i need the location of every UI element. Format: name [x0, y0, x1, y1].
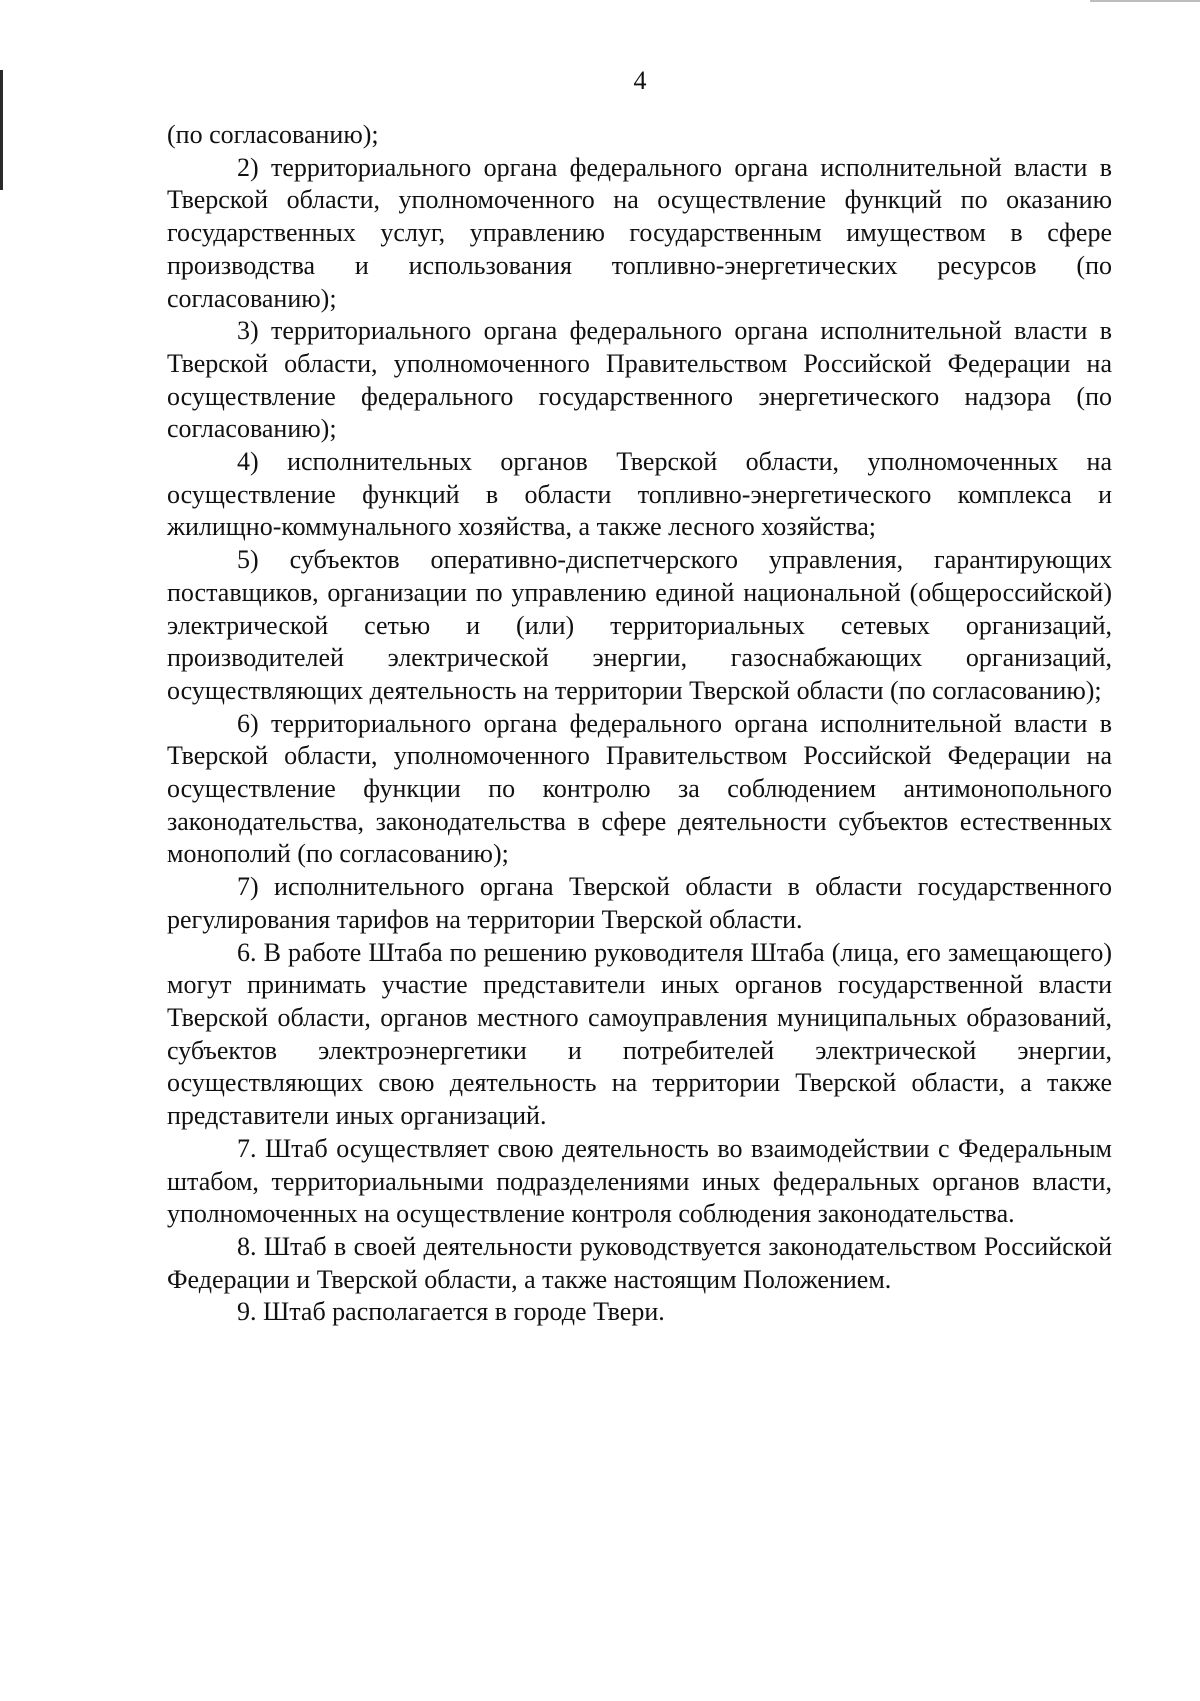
section-9: 9. Штаб располагается в городе Твери.	[237, 1297, 665, 1327]
list-item-5: 5) субъектов оперативно-диспетчерского управления, гарантирующих поставщиков, организации по управлению единой национальной (общероссийской) электрической сетью и (или) территориальных сетевых организаций, производителей электрической энергии, газоснабжающих организаций, осуществляющих деятельность на территории Тверской области (по согласованию);	[167, 545, 1112, 705]
section-8: 8. Штаб в своей деятельности руководствуется законодательством Российской Федерации и Тверской области, а также настоящим Положением.	[167, 1231, 1112, 1294]
paragraph-continuation: (по согласованию);	[167, 120, 379, 149]
page-number: 4	[633, 66, 647, 95]
scan-edge-mark-top	[1090, 0, 1200, 2]
section-6: 6. В работе Штаба по решению руководителя Штаба (лица, его замещающего) могут принимать участие представители иных органов государственной власти Тверской области, органов местного самоуправления муниципальных образований, субъектов электроэнергетики и потребителей электрической энергии, осуществляющих свою деятельность на территории Тверской области, а также представители иных организаций.	[167, 937, 1112, 1131]
list-item-7: 7) исполнительного органа Тверской области в области государственного регулирования тарифов на территории Тверской области.	[167, 872, 1112, 934]
list-item-6: 6) территориального органа федерального органа исполнительной власти в Тверской области, уполномоченного Правительством Российской Федерации на осуществление функции по контролю за соблюдением антимонопольного законодательства, законодательства в сфере деятельности субъектов естественных монополий (по согласованию);	[167, 708, 1112, 869]
section-7: 7. Штаб осуществляет свою деятельность во взаимодействии с Федеральным штабом, территориальными подразделениями иных федеральных органов власти, уполномоченных на осуществление контроля соблюдения законодательства.	[167, 1133, 1112, 1229]
document-body	[167, 119, 1112, 1329]
list-item-4: 4) исполнительных органов Тверской области, уполномоченных на осуществление функций в области топливно-энергетического комплекса и жилищно-коммунального хозяйства, а также лесного хозяйства;	[167, 447, 1112, 542]
list-item-3: 3) территориального органа федерального органа исполнительной власти в Тверской области, уполномоченного Правительством Российской Федерации на осуществление федерального государственного энергетического надзора (по согласованию);	[167, 316, 1112, 444]
list-item-2: 2) территориального органа федерального органа исполнительной власти в Тверской области, уполномоченного на осуществление функций по оказанию государственных услуг, управлению государственным имуществом в сфере производства и использования топливно-энергетических ресурсов (по согласованию);	[167, 152, 1112, 313]
